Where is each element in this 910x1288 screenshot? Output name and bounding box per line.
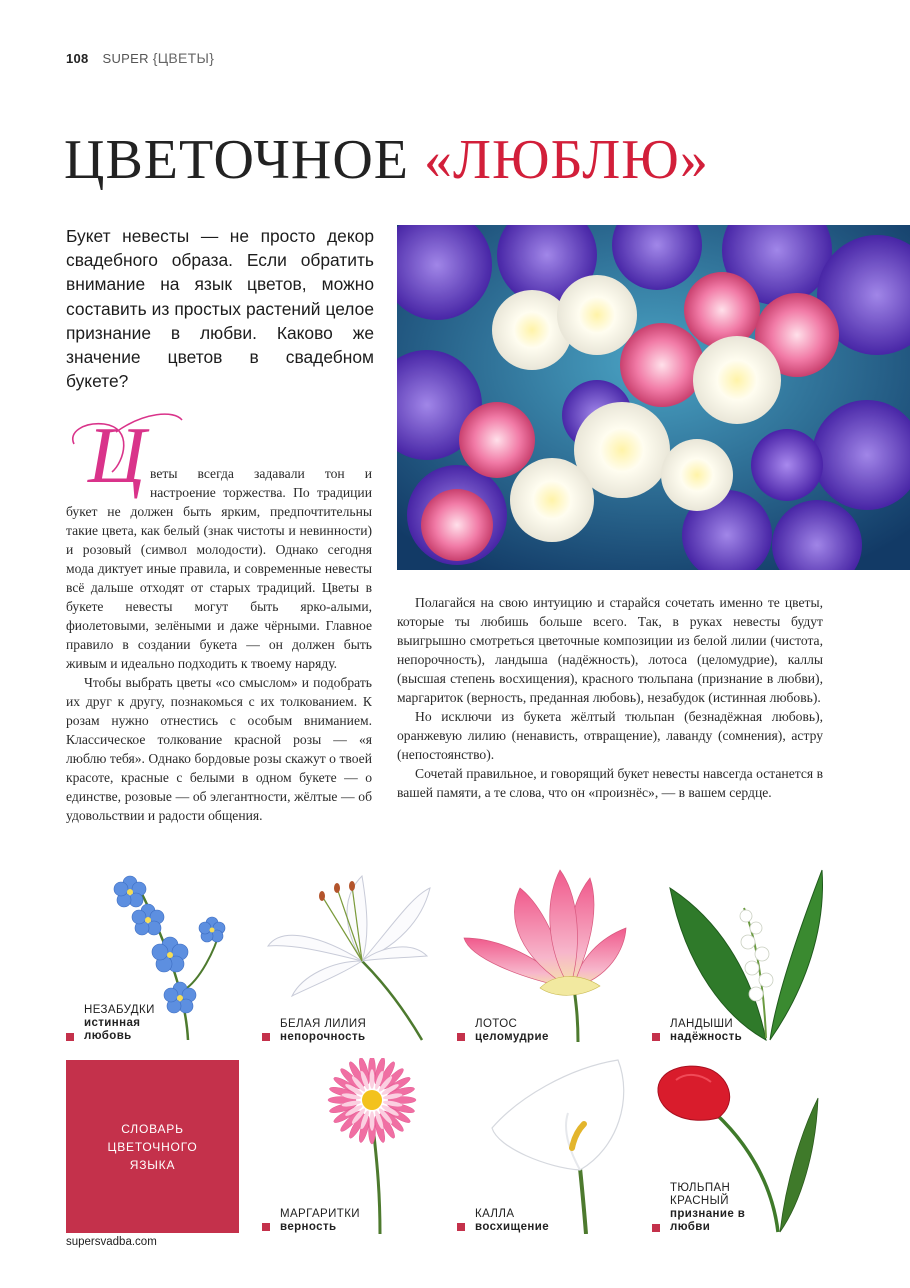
- flower-meaning: [670, 1208, 750, 1234]
- title-part-2: «ЛЮБЛЮ»: [424, 129, 709, 191]
- page-header: [66, 50, 214, 66]
- flower-label: [475, 1018, 549, 1044]
- flower-meaning-text: верность: [280, 1221, 337, 1233]
- flower-label: [280, 1208, 360, 1234]
- article-title: [64, 128, 709, 192]
- flower-name: МАРГАРИТКИ: [280, 1208, 360, 1220]
- title-part-1: ЦВЕТОЧНОЕ: [64, 129, 424, 191]
- flower-name: НЕЗАБУДКИ: [84, 1004, 155, 1016]
- flower-label: [475, 1208, 549, 1234]
- bullet-square: [457, 1223, 465, 1231]
- flower-meaning-text: целомудрие: [475, 1031, 549, 1043]
- flower-label: [670, 1182, 750, 1234]
- bullet-square: [652, 1224, 660, 1232]
- bouquet-photo: [397, 225, 910, 570]
- paragraph: Чтобы выбрать цветы «со смыслом» и подобрать их друг к другу, познакомься с их толкованием. К розам нужно отнестись с особым вниманием. Классическое толкование красной розы — «я люблю тебя». Однако бордовые розы скажут о твоей красоте, красные с белыми в одном букете — о единстве, розовые — об элегантности, жёлтые — об удовольствии и радости общения.: [66, 675, 372, 823]
- flower-meaning: [280, 1221, 360, 1234]
- dictionary-box-text: СЛОВАРЬ ЦВЕТОЧНОГО ЯЗЫКА: [107, 1121, 198, 1172]
- flower-meaning-text: признание в любви: [670, 1208, 746, 1233]
- flower-name: ЛОТОС: [475, 1018, 518, 1030]
- flower-name: КАЛЛА: [475, 1208, 515, 1220]
- flower-meaning: [670, 1031, 742, 1044]
- flower-name: ЛАНДЫШИ: [670, 1018, 734, 1030]
- white-lily-icon: [262, 866, 434, 1042]
- bullet-square: [262, 1033, 270, 1041]
- brand-name: SUPER: [102, 51, 149, 66]
- footer-website: supersvadba.com: [66, 1236, 157, 1248]
- flower-label: [670, 1018, 742, 1044]
- flower-meaning-text: истинная любовь: [84, 1017, 141, 1042]
- lotus-icon: [460, 868, 630, 1042]
- paragraph: Сочетай правильное, и говорящий букет невесты навсегда останется в вашей памяти, а те слова, что он «произнёс», — в вашем сердце.: [397, 766, 823, 800]
- paragraph: веты всегда задавали тон и настроение торжества. По традиции букет не должен быть ярким, предпочтительны такие цвета, как белый (знак чистоты и невинности) и розовый (символ молодости). Однако сегодня мода диктует иные правила, и современные невесты всё дальше отходят от старых традиций. Цветы в букете невесты могут быть ярко-алыми, фиолетовыми, зелёными и даже чёрными. Главное правило в создании букета — он должен быть живым и идеально подходить к твоему наряду.: [66, 466, 372, 671]
- page-number: 108: [66, 51, 89, 66]
- flower-name: БЕЛАЯ ЛИЛИЯ: [280, 1018, 367, 1030]
- flower-meaning-text: надёжность: [670, 1031, 743, 1043]
- flower-meaning-text: восхищение: [475, 1221, 550, 1233]
- bullet-square: [66, 1033, 74, 1041]
- article-column-1: [66, 464, 372, 825]
- flower-label: [280, 1018, 366, 1044]
- bullet-square: [262, 1223, 270, 1231]
- flower-meaning: [280, 1031, 366, 1044]
- dictionary-box: [66, 1060, 239, 1233]
- flower-meaning: [84, 1017, 164, 1043]
- flower-name: ТЮЛЬПАН КРАСНЫЙ: [670, 1182, 731, 1207]
- flower-meaning-text: непорочность: [280, 1031, 366, 1043]
- bullet-square: [457, 1033, 465, 1041]
- bullet-square: [652, 1033, 660, 1041]
- drop-cap-letter: Ц: [88, 412, 146, 500]
- article-column-2: [397, 593, 823, 802]
- lily-of-the-valley-icon: [666, 868, 824, 1042]
- paragraph: Но исключи из букета жёлтый тюльпан (безнадёжная любовь), оранжевую лилию (ненависть, отвращение), лаванду (сомнения), астру (непостоянство).: [397, 709, 823, 762]
- flower-meaning: [475, 1031, 549, 1044]
- paragraph: Полагайся на свою интуицию и старайся сочетать именно те цветы, которые ты любишь больше всего. Так, в руках невесты будут выигрышно смотреться цветочные композиции из белой лилии (чистота, непорочность), ландыша (надёжность), лотоса (целомудрие), каллы (высшая степень восхищения), красного тюльпана (признание в любви), маргариток (верность, преданная любовь), незабудок (истинная любовь).: [397, 595, 823, 705]
- section-name: {ЦВЕТЫ}: [152, 50, 215, 66]
- flower-label: [84, 1004, 164, 1043]
- flower-meaning: [475, 1221, 549, 1234]
- lead-paragraph: Букет невесты — не просто декор свадебного образа. Если обратить внимание на язык цветов, можно составить из простых растений целое признание в любви. Каково же значение цветов в свадебном букете?: [66, 226, 374, 392]
